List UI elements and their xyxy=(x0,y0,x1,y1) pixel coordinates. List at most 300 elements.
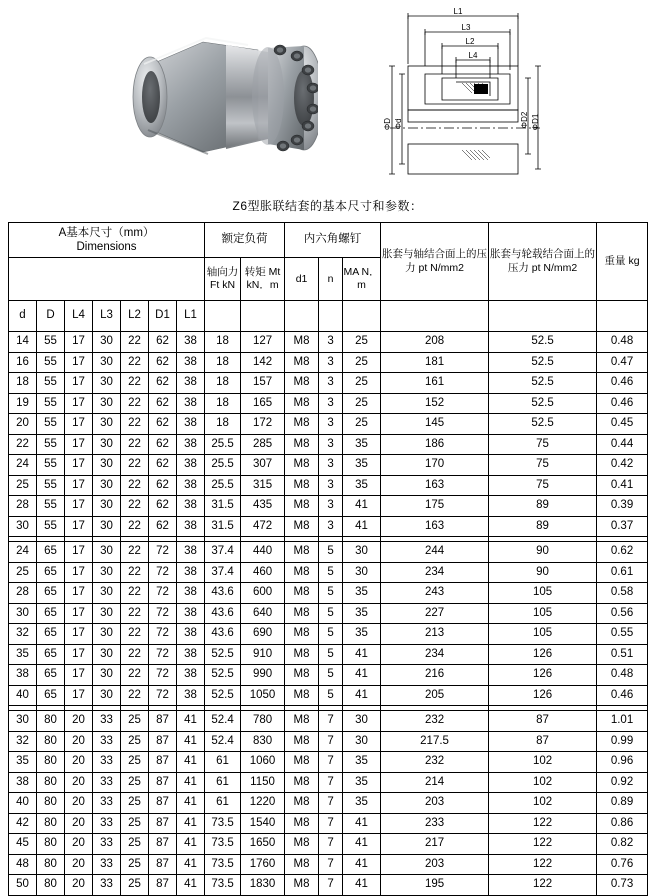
table-cell: 30 xyxy=(93,434,121,455)
table-cell: 30 xyxy=(9,711,37,732)
table-row xyxy=(9,496,648,517)
table-cell: 214 xyxy=(381,772,489,793)
dim-label-L3: L3 xyxy=(461,23,471,32)
table-cell: 126 xyxy=(489,644,597,665)
table-cell: 17 xyxy=(65,562,93,583)
table-cell: 72 xyxy=(149,624,177,645)
table-cell: M8 xyxy=(285,854,319,875)
table-row xyxy=(9,414,648,435)
table-cell: 31.5 xyxy=(205,516,241,537)
table-cell: 600 xyxy=(241,583,285,604)
table-cell: 72 xyxy=(149,583,177,604)
table-cell: M8 xyxy=(285,332,319,353)
table-row xyxy=(9,603,648,624)
table-cell: 7 xyxy=(319,731,343,752)
table-cell: 5 xyxy=(319,685,343,706)
table-cell: M8 xyxy=(285,496,319,517)
table-cell: 55 xyxy=(37,393,65,414)
table-cell: 41 xyxy=(177,772,205,793)
table-cell: 1150 xyxy=(241,772,285,793)
table-row xyxy=(9,624,648,645)
table-cell: M8 xyxy=(285,542,319,563)
header-load: 额定负荷 xyxy=(205,223,285,258)
table-cell: 175 xyxy=(381,496,489,517)
table-cell: 22 xyxy=(121,434,149,455)
table-cell: 25 xyxy=(343,352,381,373)
table-cell: 213 xyxy=(381,624,489,645)
table-cell: 87 xyxy=(149,875,177,896)
table-cell: 208 xyxy=(381,332,489,353)
table-cell: 20 xyxy=(65,711,93,732)
table-cell: 161 xyxy=(381,373,489,394)
table-cell: 80 xyxy=(37,772,65,793)
table-cell: M8 xyxy=(285,583,319,604)
table-cell: 25 xyxy=(9,475,37,496)
table-cell: 0.62 xyxy=(597,542,648,563)
table-row xyxy=(9,332,648,353)
table-cell: 990 xyxy=(241,665,285,686)
table-cell: 122 xyxy=(489,854,597,875)
table-cell: 460 xyxy=(241,562,285,583)
table-cell: 3 xyxy=(319,455,343,476)
table-cell: 90 xyxy=(489,562,597,583)
table-cell: 30 xyxy=(93,393,121,414)
table-cell: 41 xyxy=(343,665,381,686)
table-cell: 38 xyxy=(177,393,205,414)
table-cell: 17 xyxy=(65,644,93,665)
table-cell: 30 xyxy=(9,603,37,624)
table-cell: 25 xyxy=(121,752,149,773)
table-cell: 1760 xyxy=(241,854,285,875)
table-cell: M8 xyxy=(285,875,319,896)
locking-assembly-photo xyxy=(108,12,318,182)
table-cell: 181 xyxy=(381,352,489,373)
table-cell: 30 xyxy=(93,414,121,435)
table-cell: 0.61 xyxy=(597,562,648,583)
table-cell: 0.42 xyxy=(597,455,648,476)
table-cell: 102 xyxy=(489,772,597,793)
table-cell: 38 xyxy=(9,665,37,686)
table-cell: 22 xyxy=(121,475,149,496)
table-cell: 157 xyxy=(241,373,285,394)
table-cell: 35 xyxy=(9,752,37,773)
table-row xyxy=(9,731,648,752)
header-col-L1: L1 xyxy=(177,301,205,332)
table-cell: 87 xyxy=(149,834,177,855)
table-cell: 72 xyxy=(149,685,177,706)
header-col-D: D xyxy=(37,301,65,332)
table-row xyxy=(9,352,648,373)
table-cell: 61 xyxy=(205,793,241,814)
table-row xyxy=(9,475,648,496)
header-dimensions-cn: A基本尺寸（mm） xyxy=(58,226,155,239)
table-cell: 35 xyxy=(9,644,37,665)
table-cell: 72 xyxy=(149,562,177,583)
dim-label-L2: L2 xyxy=(465,37,475,46)
table-cell: 41 xyxy=(343,854,381,875)
table-cell: 52.5 xyxy=(489,332,597,353)
table-cell: 72 xyxy=(149,603,177,624)
table-cell: 38 xyxy=(177,516,205,537)
table-cell: 87 xyxy=(149,772,177,793)
table-cell: 0.58 xyxy=(597,583,648,604)
table-cell: 80 xyxy=(37,731,65,752)
dim-label-d: Φd xyxy=(394,118,403,130)
table-cell: 170 xyxy=(381,455,489,476)
table-cell: 102 xyxy=(489,793,597,814)
table-cell: 22 xyxy=(121,665,149,686)
table-cell: 20 xyxy=(65,752,93,773)
table-cell: M8 xyxy=(285,834,319,855)
table-cell: 18 xyxy=(9,373,37,394)
table-cell: 40 xyxy=(9,685,37,706)
header-screw: 内六角螺钉 xyxy=(285,223,381,258)
table-cell: 30 xyxy=(343,562,381,583)
table-cell: 33 xyxy=(93,834,121,855)
table-cell: 3 xyxy=(319,516,343,537)
table-cell: 17 xyxy=(65,542,93,563)
table-cell: 25.5 xyxy=(205,434,241,455)
table-cell: 472 xyxy=(241,516,285,537)
table-row xyxy=(9,875,648,896)
table-cell: 22 xyxy=(121,603,149,624)
table-cell: 87 xyxy=(149,752,177,773)
table-cell: 19 xyxy=(9,393,37,414)
table-cell: 122 xyxy=(489,875,597,896)
table-cell: 90 xyxy=(489,542,597,563)
table-cell: 232 xyxy=(381,711,489,732)
table-cell: 435 xyxy=(241,496,285,517)
table-cell: 910 xyxy=(241,644,285,665)
table-cell: 25 xyxy=(121,711,149,732)
table-cell: 65 xyxy=(37,603,65,624)
table-row xyxy=(9,665,648,686)
table-cell: 55 xyxy=(37,496,65,517)
table-cell: 33 xyxy=(93,772,121,793)
table-row xyxy=(9,793,648,814)
table-cell: 30 xyxy=(93,455,121,476)
table-row xyxy=(9,711,648,732)
table-cell: 234 xyxy=(381,644,489,665)
header-dimensions-en: Dimensions xyxy=(76,241,137,253)
table-cell: M8 xyxy=(285,752,319,773)
table-cell: 7 xyxy=(319,793,343,814)
table-cell: 203 xyxy=(381,854,489,875)
table-cell: 41 xyxy=(177,834,205,855)
table-cell: 17 xyxy=(65,373,93,394)
table-cell: 0.76 xyxy=(597,854,648,875)
table-cell: 122 xyxy=(489,834,597,855)
header-col-ft-spacer xyxy=(205,301,241,332)
table-cell: 87 xyxy=(149,854,177,875)
table-cell: 25 xyxy=(343,332,381,353)
table-cell: 217.5 xyxy=(381,731,489,752)
table-cell: 62 xyxy=(149,455,177,476)
table-cell: 0.37 xyxy=(597,516,648,537)
table-cell: 38 xyxy=(177,603,205,624)
table-cell: 52.4 xyxy=(205,731,241,752)
table-cell: 234 xyxy=(381,562,489,583)
table-cell: 30 xyxy=(93,542,121,563)
table-cell: 45 xyxy=(9,834,37,855)
dim-label-D: ΦD xyxy=(383,117,392,131)
table-cell: 17 xyxy=(65,475,93,496)
table-cell: M8 xyxy=(285,731,319,752)
table-cell: 7 xyxy=(319,752,343,773)
table-cell: 17 xyxy=(65,665,93,686)
table-cell: 0.86 xyxy=(597,813,648,834)
table-cell: 20 xyxy=(65,772,93,793)
table-cell: 244 xyxy=(381,542,489,563)
table-cell: M8 xyxy=(285,813,319,834)
table-row xyxy=(9,834,648,855)
table-cell: 152 xyxy=(381,393,489,414)
table-cell: 25.5 xyxy=(205,455,241,476)
section-drawing xyxy=(370,4,560,189)
table-cell: 41 xyxy=(177,731,205,752)
header-col-D1: D1 xyxy=(149,301,177,332)
table-cell: 35 xyxy=(343,752,381,773)
table-cell: 55 xyxy=(37,352,65,373)
table-cell: 0.48 xyxy=(597,665,648,686)
table-cell: 30 xyxy=(93,516,121,537)
table-cell: 87 xyxy=(149,813,177,834)
table-cell: 73.5 xyxy=(205,875,241,896)
table-cell: 165 xyxy=(241,393,285,414)
header-col-d1-spacer xyxy=(285,301,319,332)
table-cell: 87 xyxy=(149,793,177,814)
table-cell: 75 xyxy=(489,434,597,455)
table-cell: 16 xyxy=(9,352,37,373)
table-cell: 62 xyxy=(149,373,177,394)
table-cell: 62 xyxy=(149,516,177,537)
table-cell: 22 xyxy=(121,332,149,353)
table-cell: M8 xyxy=(285,772,319,793)
table-cell: 18 xyxy=(205,414,241,435)
table-cell: 195 xyxy=(381,875,489,896)
table-cell: 35 xyxy=(343,434,381,455)
table-cell: 1.01 xyxy=(597,711,648,732)
table-cell: 41 xyxy=(177,711,205,732)
table-cell: 163 xyxy=(381,516,489,537)
table-cell: 62 xyxy=(149,393,177,414)
table-cell: 17 xyxy=(65,393,93,414)
table-cell: 33 xyxy=(93,813,121,834)
table-cell: 30 xyxy=(93,373,121,394)
table-cell: 780 xyxy=(241,711,285,732)
table-cell: 87 xyxy=(149,731,177,752)
table-cell: 22 xyxy=(121,352,149,373)
table-cell: 30 xyxy=(93,496,121,517)
table-cell: 35 xyxy=(343,624,381,645)
table-cell: 22 xyxy=(121,414,149,435)
table-cell: 0.51 xyxy=(597,644,648,665)
table-cell: 1650 xyxy=(241,834,285,855)
table-cell: 640 xyxy=(241,603,285,624)
table-cell: 17 xyxy=(65,352,93,373)
table-cell: 1050 xyxy=(241,685,285,706)
table-row xyxy=(9,393,648,414)
table-cell: 186 xyxy=(381,434,489,455)
table-cell: 65 xyxy=(37,562,65,583)
table-cell: 30 xyxy=(93,624,121,645)
table-cell: 65 xyxy=(37,644,65,665)
table-cell: 30 xyxy=(343,731,381,752)
table-cell: 38 xyxy=(177,583,205,604)
table-cell: 41 xyxy=(343,516,381,537)
table-cell: 73.5 xyxy=(205,834,241,855)
spec-table-body xyxy=(9,332,648,896)
table-cell: 3 xyxy=(319,496,343,517)
table-cell: 30 xyxy=(93,665,121,686)
table-cell: 52.4 xyxy=(205,711,241,732)
table-cell: 25 xyxy=(343,373,381,394)
table-cell: 30 xyxy=(93,603,121,624)
table-cell: 5 xyxy=(319,603,343,624)
header-col-d: d xyxy=(9,301,37,332)
table-cell: 62 xyxy=(149,496,177,517)
table-cell: 41 xyxy=(177,854,205,875)
table-cell: 172 xyxy=(241,414,285,435)
table-cell: 3 xyxy=(319,373,343,394)
table-cell: 72 xyxy=(149,542,177,563)
table-cell: 35 xyxy=(343,455,381,476)
table-header-row-3 xyxy=(9,301,648,332)
table-cell: 65 xyxy=(37,583,65,604)
table-cell: 55 xyxy=(37,475,65,496)
table-cell: 17 xyxy=(65,332,93,353)
table-cell: 55 xyxy=(37,434,65,455)
table-row xyxy=(9,562,648,583)
table-cell: 38 xyxy=(177,373,205,394)
dim-label-D1: ΦD1 xyxy=(531,113,540,131)
table-cell: 126 xyxy=(489,685,597,706)
table-cell: 25 xyxy=(343,414,381,435)
table-cell: 28 xyxy=(9,583,37,604)
table-cell: 203 xyxy=(381,793,489,814)
table-cell: M8 xyxy=(285,711,319,732)
table-cell: 3 xyxy=(319,434,343,455)
table-cell: M8 xyxy=(285,516,319,537)
table-cell: 102 xyxy=(489,752,597,773)
table-cell: 30 xyxy=(9,516,37,537)
table-cell: 80 xyxy=(37,834,65,855)
table-cell: 35 xyxy=(343,772,381,793)
table-cell: 80 xyxy=(37,813,65,834)
table-cell: 22 xyxy=(121,496,149,517)
table-cell: 33 xyxy=(93,875,121,896)
table-cell: 55 xyxy=(37,414,65,435)
header-pressure-hub: 胀套与轮载结合面上的压力 pt N/mm2 xyxy=(489,223,597,301)
table-caption: Z6型胀联结套的基本尺寸和参数： xyxy=(232,199,423,213)
header-col-pt2-spacer xyxy=(489,301,597,332)
table-cell: 440 xyxy=(241,542,285,563)
table-cell: 37.4 xyxy=(205,562,241,583)
table-row xyxy=(9,772,648,793)
header-col-n-spacer xyxy=(319,301,343,332)
table-cell: 41 xyxy=(177,793,205,814)
table-cell: 5 xyxy=(319,562,343,583)
header-weight: 重量 kg xyxy=(597,223,648,301)
table-cell: 830 xyxy=(241,731,285,752)
table-cell: M8 xyxy=(285,685,319,706)
table-cell: 25 xyxy=(343,393,381,414)
table-cell: M8 xyxy=(285,393,319,414)
table-cell: 217 xyxy=(381,834,489,855)
table-cell: 690 xyxy=(241,624,285,645)
table-cell: 38 xyxy=(177,352,205,373)
table-cell: 25 xyxy=(121,854,149,875)
table-cell: 38 xyxy=(177,665,205,686)
header-col-kg-spacer xyxy=(597,301,648,332)
table-cell: 72 xyxy=(149,644,177,665)
table-cell: 0.47 xyxy=(597,352,648,373)
table-cell: 33 xyxy=(93,793,121,814)
table-cell: M8 xyxy=(285,665,319,686)
table-cell: 30 xyxy=(93,583,121,604)
table-cell: 22 xyxy=(121,455,149,476)
table-cell: 43.6 xyxy=(205,624,241,645)
table-cell: 5 xyxy=(319,624,343,645)
header-col-L2: L2 xyxy=(121,301,149,332)
table-cell: 22 xyxy=(121,542,149,563)
table-cell: 17 xyxy=(65,624,93,645)
table-cell: 32 xyxy=(9,624,37,645)
table-cell: 216 xyxy=(381,665,489,686)
table-cell: 1220 xyxy=(241,793,285,814)
table-cell: 52.5 xyxy=(205,665,241,686)
table-cell: 25 xyxy=(121,834,149,855)
table-cell: 30 xyxy=(93,475,121,496)
table-cell: 22 xyxy=(121,583,149,604)
table-cell: 30 xyxy=(93,644,121,665)
table-cell: 20 xyxy=(65,731,93,752)
dim-label-D2: ΦD2 xyxy=(520,111,529,129)
table-cell: 0.55 xyxy=(597,624,648,645)
table-cell: 205 xyxy=(381,685,489,706)
table-cell: 25.5 xyxy=(205,475,241,496)
table-cell: 20 xyxy=(9,414,37,435)
table-row xyxy=(9,854,648,875)
table-cell: 14 xyxy=(9,332,37,353)
table-cell: 0.56 xyxy=(597,603,648,624)
table-cell: 33 xyxy=(93,731,121,752)
header-d1: d1 xyxy=(285,258,319,301)
table-cell: 25 xyxy=(121,772,149,793)
table-cell: 243 xyxy=(381,583,489,604)
header-col-L4: L4 xyxy=(65,301,93,332)
table-cell: 22 xyxy=(121,393,149,414)
table-cell: 126 xyxy=(489,665,597,686)
table-cell: 7 xyxy=(319,875,343,896)
table-cell: M8 xyxy=(285,603,319,624)
table-cell: 1540 xyxy=(241,813,285,834)
table-cell: 52.5 xyxy=(489,373,597,394)
table-cell: 65 xyxy=(37,542,65,563)
table-cell: 22 xyxy=(121,644,149,665)
table-cell: 1060 xyxy=(241,752,285,773)
table-row xyxy=(9,542,648,563)
table-cell: 89 xyxy=(489,516,597,537)
table-cell: 38 xyxy=(177,685,205,706)
table-cell: 38 xyxy=(177,644,205,665)
table-cell: 0.96 xyxy=(597,752,648,773)
table-cell: M8 xyxy=(285,793,319,814)
table-cell: 0.92 xyxy=(597,772,648,793)
table-cell: 22 xyxy=(121,562,149,583)
table-cell: 43.6 xyxy=(205,603,241,624)
table-cell: 25 xyxy=(121,875,149,896)
